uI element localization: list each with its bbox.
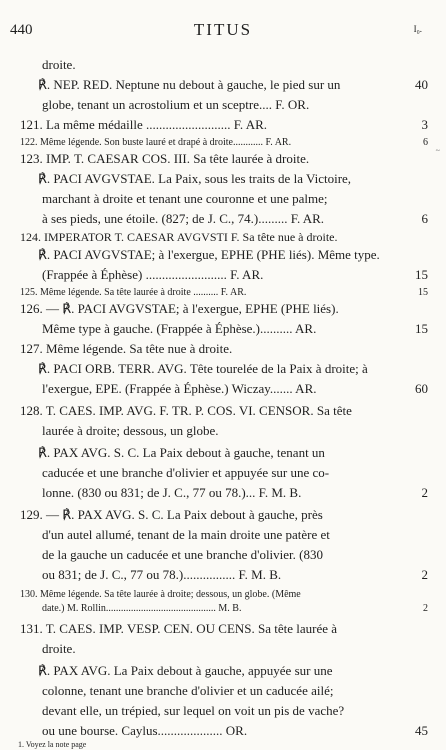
line-text: ℟. NEP. RED. Neptune nu debout à gauche, le pied sur un	[38, 77, 341, 92]
line-text: laurée à droite; dessous, un globe.	[42, 423, 219, 438]
line-value: 2	[421, 567, 428, 582]
page-number: 440	[10, 22, 33, 38]
line-text: à ses pieds, une étoile. (827; de J. C., 74.)......... F. AR.	[42, 211, 325, 226]
text-line	[0, 228, 446, 246]
line-text: droite.	[42, 641, 76, 656]
line-text: 131. T. CAES. IMP. VESP. CEN. OU CENS. Sa tête laurée à	[20, 621, 338, 636]
line-text: droite.	[42, 57, 76, 72]
line-text: 124. IMPERATOR T. CAESAR AVGVSTI F. Sa tête nue à droite.	[20, 230, 338, 244]
text-line	[0, 422, 446, 440]
line-value: 15	[418, 287, 428, 298]
line-text: ou une bourse. Caylus.................... OR.	[42, 723, 248, 738]
line-text: (Frappée à Éphèse) ......................... F. AR.	[42, 267, 264, 282]
text-line	[0, 546, 446, 564]
text-line	[0, 662, 446, 680]
text-line	[0, 682, 446, 700]
bleed-through-mark: ~	[435, 146, 440, 155]
line-text: caducée et une branche d'olivier et appuyée sur une co-	[42, 465, 330, 480]
line-text: Même type à gauche. (Frappée à Éphèse.).......... AR.	[42, 321, 317, 336]
text-line	[0, 300, 446, 318]
text-line	[0, 76, 446, 94]
text-line	[0, 402, 446, 420]
text-line	[0, 266, 446, 284]
text-line	[0, 380, 446, 398]
line-text: 127. Même légende. Sa tête nue à droite.	[20, 341, 233, 356]
text-line	[0, 702, 446, 720]
line-text: date.) M. Rollin............................................ M. B.	[42, 603, 242, 614]
line-text: ℟. PACI AVGVSTAE. La Paix, sous les traits de la Victoire,	[38, 171, 352, 186]
line-text: 126. — ℟. PACI AVGVSTAE; à l'exergue, EPHE (PHE liés).	[20, 301, 339, 316]
line-value: 40	[415, 77, 428, 92]
line-text: marchant à droite et tenant une couronne et une palme;	[42, 191, 328, 206]
text-line	[0, 506, 446, 524]
text-line	[0, 150, 446, 168]
line-value: 3	[421, 117, 428, 132]
line-text: ℟. PACI ORB. TERR. AVG. Tête tourelée de la Paix à droite; à	[38, 361, 368, 376]
line-text: lonne. (830 ou 831; de J. C., 77 ou 78.)... F. M. B.	[42, 485, 302, 500]
text-line	[0, 620, 446, 638]
line-text: devant elle, un trépied, sur lequel on voit un pis de vache?	[42, 703, 345, 718]
line-text: ℟. PAX AVG. La Paix debout à gauche, appuyée sur une	[38, 663, 333, 678]
line-value: 15	[415, 267, 428, 282]
line-text: d'un autel allumé, tenant de la main droite une patère et	[42, 527, 330, 542]
text-line	[0, 116, 446, 134]
text-line	[0, 210, 446, 228]
page-header	[0, 18, 446, 40]
line-value: 60	[415, 381, 428, 396]
line-text: 122. Même légende. Son buste lauré et drapé à droite............ F. AR.	[20, 137, 292, 148]
text-line	[0, 600, 446, 618]
corner-mark: I₀.	[413, 24, 422, 34]
running-title: TITUS	[193, 20, 253, 39]
text-line	[0, 566, 446, 584]
text-line	[0, 246, 446, 264]
line-text: 128. T. CAES. IMP. AVG. F. TR. P. COS. VI. CENSOR. Sa tête	[20, 403, 352, 418]
line-text: 130. Même légende. Sa tête laurée à droite; dessous, un globe. (Même	[20, 589, 301, 600]
text-line	[0, 484, 446, 502]
text-line	[0, 170, 446, 188]
text-line	[0, 190, 446, 208]
line-text: 123. IMP. T. CAESAR COS. III. Sa tête laurée à droite.	[20, 151, 310, 166]
line-text: ℟. PACI AVGVSTAE; à l'exergue, EPHE (PHE liés). Même type.	[38, 247, 380, 262]
line-value: 6	[423, 137, 428, 148]
line-text: ℟. PAX AVG. S. C. La Paix debout à gauche, tenant un	[38, 445, 325, 460]
line-value: 2	[423, 603, 428, 614]
line-text: de la gauche un caducée et une branche d'olivier. (830	[42, 547, 323, 562]
line-value: 45	[415, 723, 428, 738]
text-line	[0, 464, 446, 482]
text-line	[0, 56, 446, 74]
text-line	[0, 640, 446, 658]
text-line	[0, 444, 446, 462]
text-line	[0, 340, 446, 358]
line-value: 6	[421, 211, 428, 226]
line-text: globe, tenant un acrostolium et un sceptre.... F. OR.	[42, 97, 310, 112]
line-text: ou 831; de J. C., 77 ou 78.)................ F. M. B.	[42, 567, 282, 582]
line-text: 129. — ℟. PAX AVG. S. C. La Paix debout à gauche, près	[20, 507, 323, 522]
footnote: 1. Voyez la note page	[18, 740, 87, 749]
line-value: 2	[421, 485, 428, 500]
line-text: l'exergue, EPE. (Frappée à Éphèse.) Wiczay....... AR.	[42, 381, 317, 396]
text-line	[0, 96, 446, 114]
text-line	[0, 722, 446, 740]
text-line	[0, 320, 446, 338]
line-text: 121. La même médaille .......................... F. AR.	[20, 117, 268, 132]
line-value: 15	[415, 321, 428, 336]
text-line	[0, 360, 446, 378]
line-text: 125. Même légende. Sa tête laurée à droite .......... F. AR.	[20, 287, 247, 298]
text-line	[0, 526, 446, 544]
line-text: colonne, tenant une branche d'olivier et un caducée ailé;	[42, 683, 334, 698]
